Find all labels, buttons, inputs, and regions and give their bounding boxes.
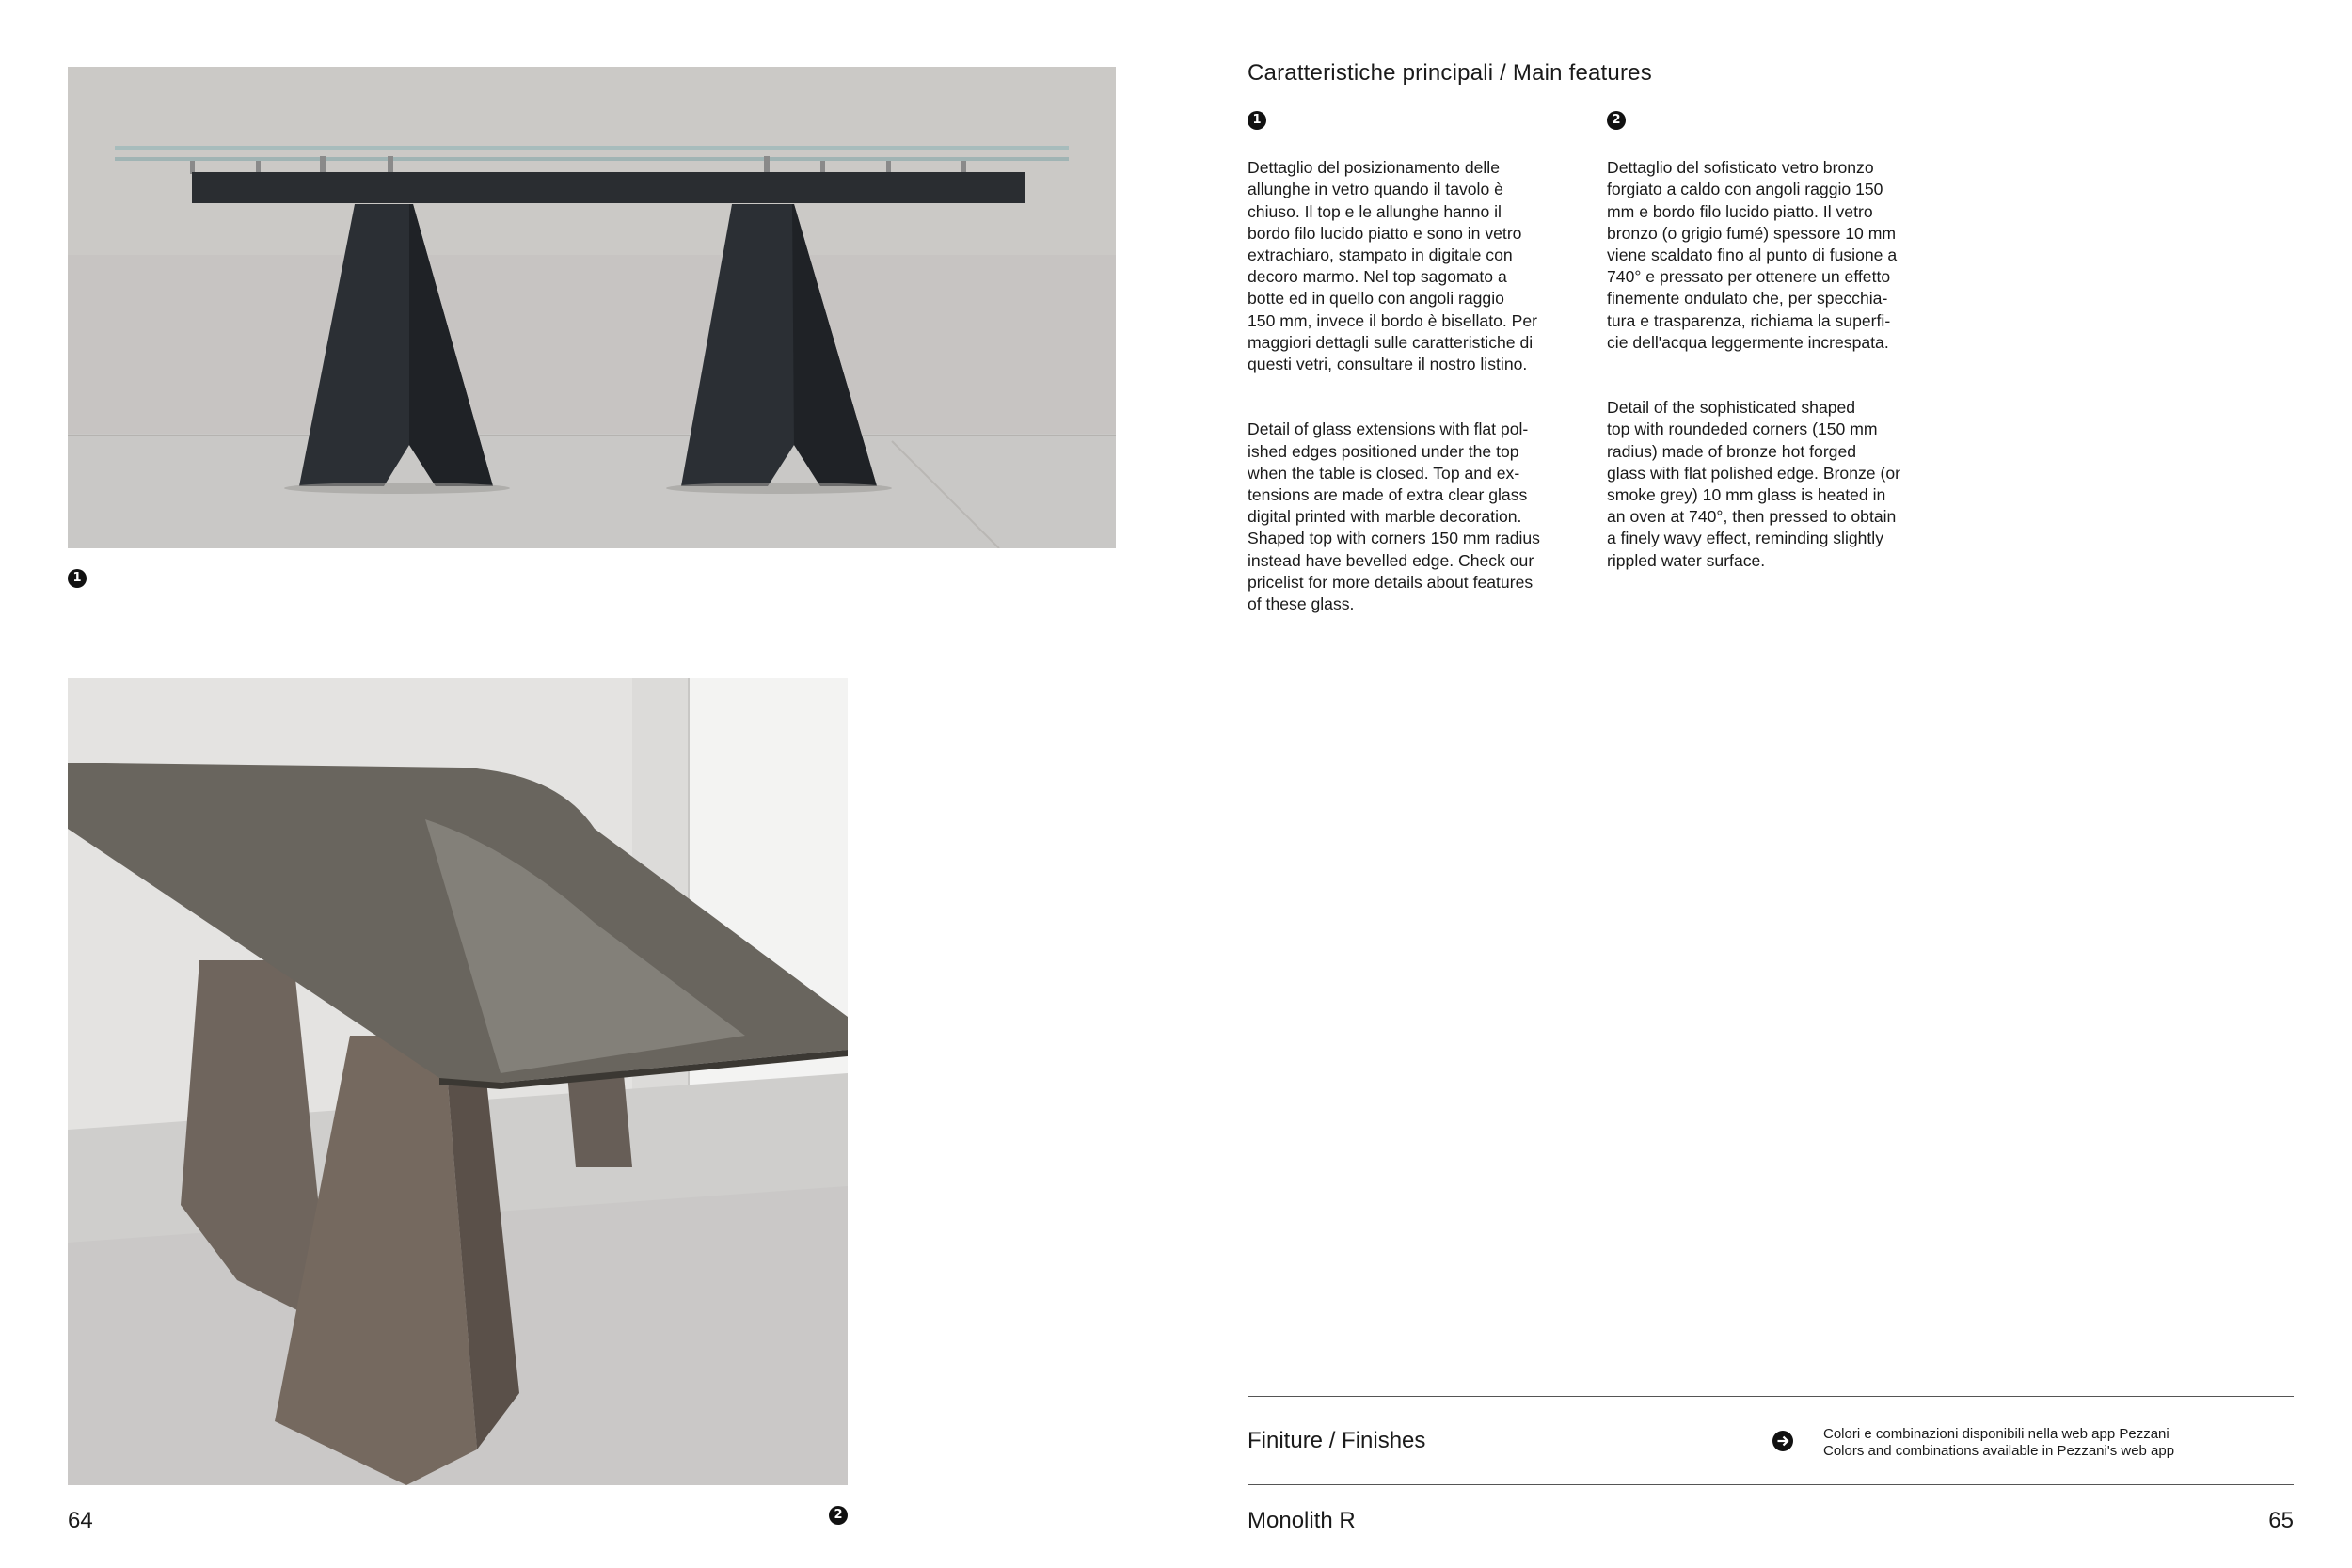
product-name: Monolith R	[1248, 1508, 1356, 1533]
feature-1-number-badge: 1	[1248, 111, 1266, 130]
finishes-note-english: Colors and combinations available in Pezzani's web app	[1823, 1443, 2175, 1459]
finishes-bottom-divider	[1248, 1484, 2294, 1485]
photo-glass-table-extensions	[68, 67, 1116, 548]
finishes-title: Finiture / Finishes	[1248, 1428, 1426, 1453]
feature-1-italian: Dettaglio del posizionamento delle allunghe in vetro quando il tavolo è chiuso. Il top e le allunghe hanno il bordo filo lucido piatto e sono in vetro extrachiaro, stampato in digitale con decoro marmo. Nel top sagomato a botte ed in quello con angoli raggio 150 mm, invece il bordo è bisellato. Per maggiori dettagli sulle caratteristiche di questi vetri, consultare il nostro listino.	[1248, 158, 1538, 374]
feature-2-italian: Dettaglio del sofisticato vetro bronzo forgiato a caldo con angoli raggio 150 mm e bordo filo lucido piatto. Il vetro bronzo (o grigio fumé) spessore 10 mm viene scaldato fino al punto di fusione a 740° e pressato per ottenere un effetto finemente ondulato che, per specchia- tura e trasparenza, richiama la superfi- cie dell'acqua leggermente increspata.	[1607, 158, 1898, 352]
photo-bronze-glass-table	[68, 678, 848, 1485]
feature-2-english: Detail of the sophisticated shaped top with roundeded corners (150 mm radius) made of bronze hot forged glass with flat polished edge. Bronze (or smoke grey) 10 mm glass is heated in an oven at 740°, then pressed to obtain a finely wavy effect, reminding slightly rippled water surface.	[1607, 398, 1900, 570]
photo-1-number-badge: 1	[68, 569, 87, 588]
page-number-left: 64	[68, 1508, 93, 1533]
feature-1-text	[1248, 135, 1596, 637]
feature-2-number-badge: 2	[1607, 111, 1626, 130]
page-number-right: 65	[2268, 1508, 2294, 1533]
finishes-note	[1823, 1426, 2174, 1460]
photo-2-number-badge: 2	[829, 1506, 848, 1525]
feature-2-text	[1607, 135, 1955, 594]
feature-1-english: Detail of glass extensions with flat pol- ished edges positioned under the top when the table is closed. Top and ex- tensions are made of extra clear glass digital printed with marble decoration. Shaped top with corners 150 mm radius instead have bevelled edge. Check our pricelist for more details about features of these glass.	[1248, 420, 1540, 614]
finishes-top-divider	[1248, 1396, 2294, 1397]
features-title: Caratteristiche principali / Main features	[1248, 60, 1652, 86]
arrow-circle-icon[interactable]	[1772, 1431, 1793, 1451]
finishes-note-italian: Colori e combinazioni disponibili nella web app Pezzani	[1823, 1426, 2169, 1442]
